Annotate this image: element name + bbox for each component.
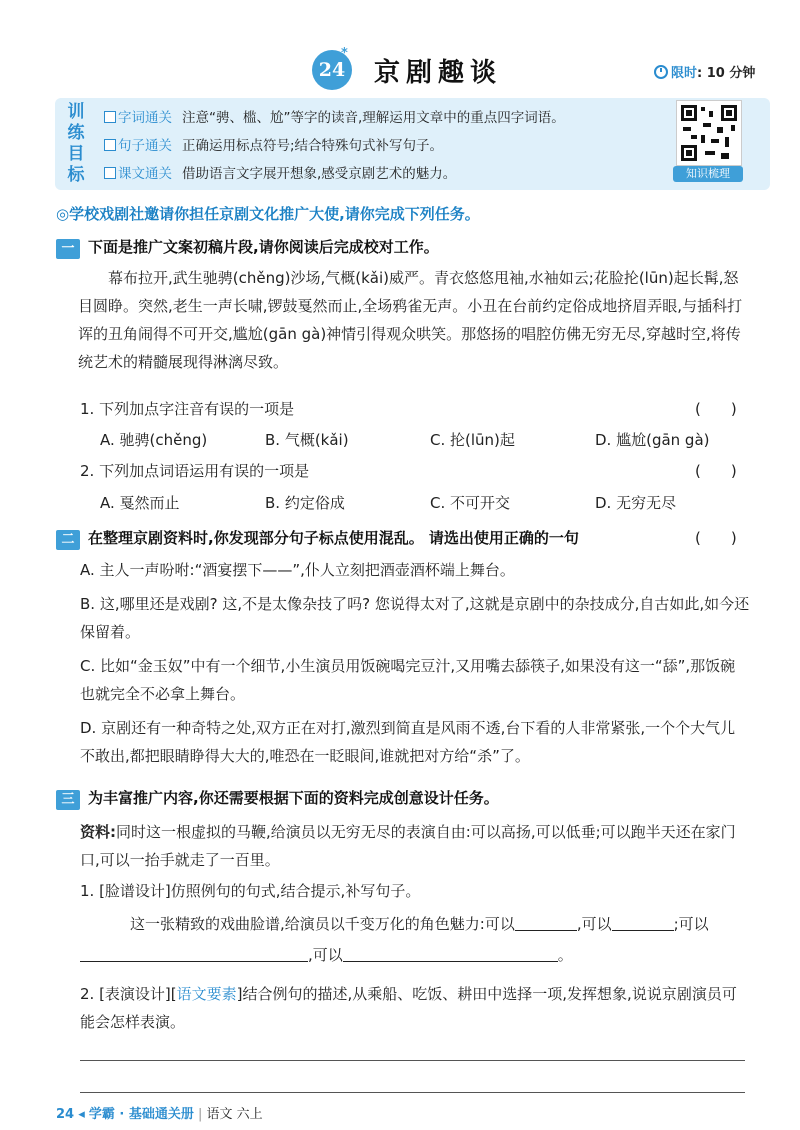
page-title: 京剧趣谈 [374, 58, 503, 88]
blank-input[interactable] [612, 916, 674, 931]
answer-paren[interactable]: ( ) [695, 529, 737, 547]
timer-label: 限时 [671, 66, 698, 81]
checkbox-icon [104, 111, 116, 123]
page-number: 24 [56, 1107, 75, 1122]
option-c[interactable]: C. 不可开交 [430, 494, 511, 512]
choice-b[interactable]: B. 这,哪里还是戏剧? 这,不是太像杂技了吗? 您说得太对了,这就是京剧中的杂技成分,自古如此,如今还保留着。 [80, 595, 750, 641]
blank-input[interactable] [515, 916, 577, 931]
option-d[interactable]: D. 无穷无尽 [595, 494, 677, 512]
choice-c[interactable]: C. 比如“金玉奴”中有一个细节,小生演员用饭碗喝完豆汁,又用嘴去舔筷子,如果没有这一“舔”,那饭碗也就完全不必拿上舞台。 [80, 657, 736, 703]
answer-write-line[interactable] [80, 1060, 745, 1061]
option-d[interactable]: D. 尴尬(gān gà) [595, 431, 710, 449]
section2-heading [56, 527, 579, 550]
option-a[interactable]: A. 戛然而止 [100, 494, 180, 512]
answer-write-line[interactable] [80, 1092, 745, 1093]
section-number: 二 [56, 530, 80, 550]
q1-text: ,可以 [576, 915, 612, 933]
lesson-number-badge: 24 [312, 50, 352, 90]
fill-in-line-1 [130, 913, 709, 934]
page-footer: 24 ◂ 学霸 · 基础通关册 | 语文 六上 [56, 1107, 263, 1122]
goal-tag: 句子通关 [118, 138, 172, 154]
question-1-2: 2. 下列加点词语运用有误的一项是 [80, 462, 310, 480]
goal-tag: 课文通关 [118, 166, 172, 182]
section-heading-text: 在整理京剧资料时,你发现部分句子标点使用混乱。 请选出使用正确的一句 [88, 529, 579, 547]
section-heading-text: 为丰富推广内容,你还需要根据下面的资料完成创意设计任务。 [88, 789, 499, 807]
goal-row-sentences [104, 134, 443, 154]
section-number: 三 [56, 790, 80, 810]
passage-paragraph: 幕布拉开,武生驰骋(chěng)沙场,气概(kǎi)威严。青衣悠悠甩袖,水袖如云;花脸抡(lūn)起长髯,怒目圆睁。突然,老生一声长啸,锣鼓戛然而止,全场鸦雀无声。小丑在台前约定俗成地挤眉弄眼,与插科打诨的丑角闹得不可开交,尴尬(gān gà)神情引得观众哄笑。那悠扬的唱腔仿佛无穷无尽,穿越时空,将传统艺术的精髓展现得淋漓尽致。 [78, 269, 743, 371]
passage [78, 264, 750, 376]
option-b[interactable]: B. 气概(kǎi) [265, 431, 349, 449]
timer-value: : 10 分钟 [697, 66, 756, 81]
subject: 语文 六上 [206, 1107, 263, 1122]
question-3-1: 1. [脸谱设计]仿照例句的句式,结合提示,补写句子。 [80, 882, 421, 900]
goal-text: 正确运用标点符号;结合特殊句式补写句子。 [182, 138, 444, 154]
question-1-1: 1. 下列加点字注音有误的一项是 [80, 400, 295, 418]
q2-tag: 语文要素 [176, 985, 237, 1003]
section-heading-text: 下面是推广文案初稿片段,请你阅读后完成校对工作。 [88, 238, 439, 256]
time-limit [654, 62, 755, 81]
q2-text: ]结合例句的描述,从乘船、吃饭、耕田中选择一项,发挥想象,说说京剧演员可能会怎样表演。 [80, 985, 737, 1031]
answer-paren[interactable]: ( ) [695, 400, 737, 418]
option-c[interactable]: C. 抡(lūn)起 [430, 431, 515, 449]
task-intro: ◎学校戏剧社邀请你担任京剧文化推广大使,请你完成下列任务。 [56, 205, 480, 223]
goal-row-text [104, 162, 456, 182]
goal-tag: 字词通关 [118, 110, 172, 126]
section3-heading [56, 787, 499, 810]
checkbox-icon [104, 139, 116, 151]
section-number: 一 [56, 239, 80, 259]
material [80, 818, 750, 874]
goals-label: 训练目标 [67, 102, 85, 185]
choice-d[interactable]: D. 京剧还有一种奇特之处,双方正在对打,激烈到简直是风雨不透,台下看的人非常紧张,一个个大气儿不敢出,都把眼睛睁得大大的,唯恐在一眨眼间,谁就把对方给“杀”了。 [80, 719, 736, 765]
goal-text: 注意“骋、槛、尬”等字的读音,理解运用文章中的重点四字词语。 [182, 110, 565, 126]
section1-heading [56, 236, 439, 259]
option-b[interactable]: B. 约定俗成 [265, 494, 345, 512]
lesson-mark: * [341, 46, 348, 61]
brand: 学霸 · 基础通关册 [88, 1107, 194, 1122]
checkbox-icon [104, 167, 116, 179]
q1-text: ,可以 [308, 946, 343, 964]
answer-paren[interactable]: ( ) [695, 462, 737, 480]
q1-end: 。 [557, 946, 573, 964]
clock-icon [654, 65, 668, 79]
material-text: 同时这一根虚拟的马鞭,给演员以无穷无尽的表演自由:可以高扬,可以低垂;可以跑半天还在家门口,可以一抬手就走了一百里。 [80, 823, 736, 869]
q1-text: ;可以 [673, 915, 709, 933]
option-a[interactable]: A. 驰骋(chěng) [100, 431, 208, 449]
qr-code-icon[interactable] [676, 100, 742, 166]
qr-label[interactable]: 知识梳理 [673, 166, 743, 182]
q2-text: 2. [表演设计][ [80, 985, 177, 1003]
goal-text: 借助语言文字展开想象,感受京剧艺术的魅力。 [182, 166, 457, 182]
question-3-2 [80, 980, 750, 1036]
fill-in-line-2 [80, 944, 573, 965]
blank-input[interactable] [80, 947, 308, 962]
goal-row-words [104, 106, 565, 126]
blank-input[interactable] [343, 947, 558, 962]
material-label: 资料: [80, 823, 116, 841]
choice-a[interactable]: A. 主人一声吩咐:“酒宴摆下——”,仆人立刻把酒壶酒杯端上舞台。 [80, 561, 515, 579]
q1-text: 这一张精致的戏曲脸谱,给演员以千变万化的角色魅力:可以 [130, 915, 515, 933]
